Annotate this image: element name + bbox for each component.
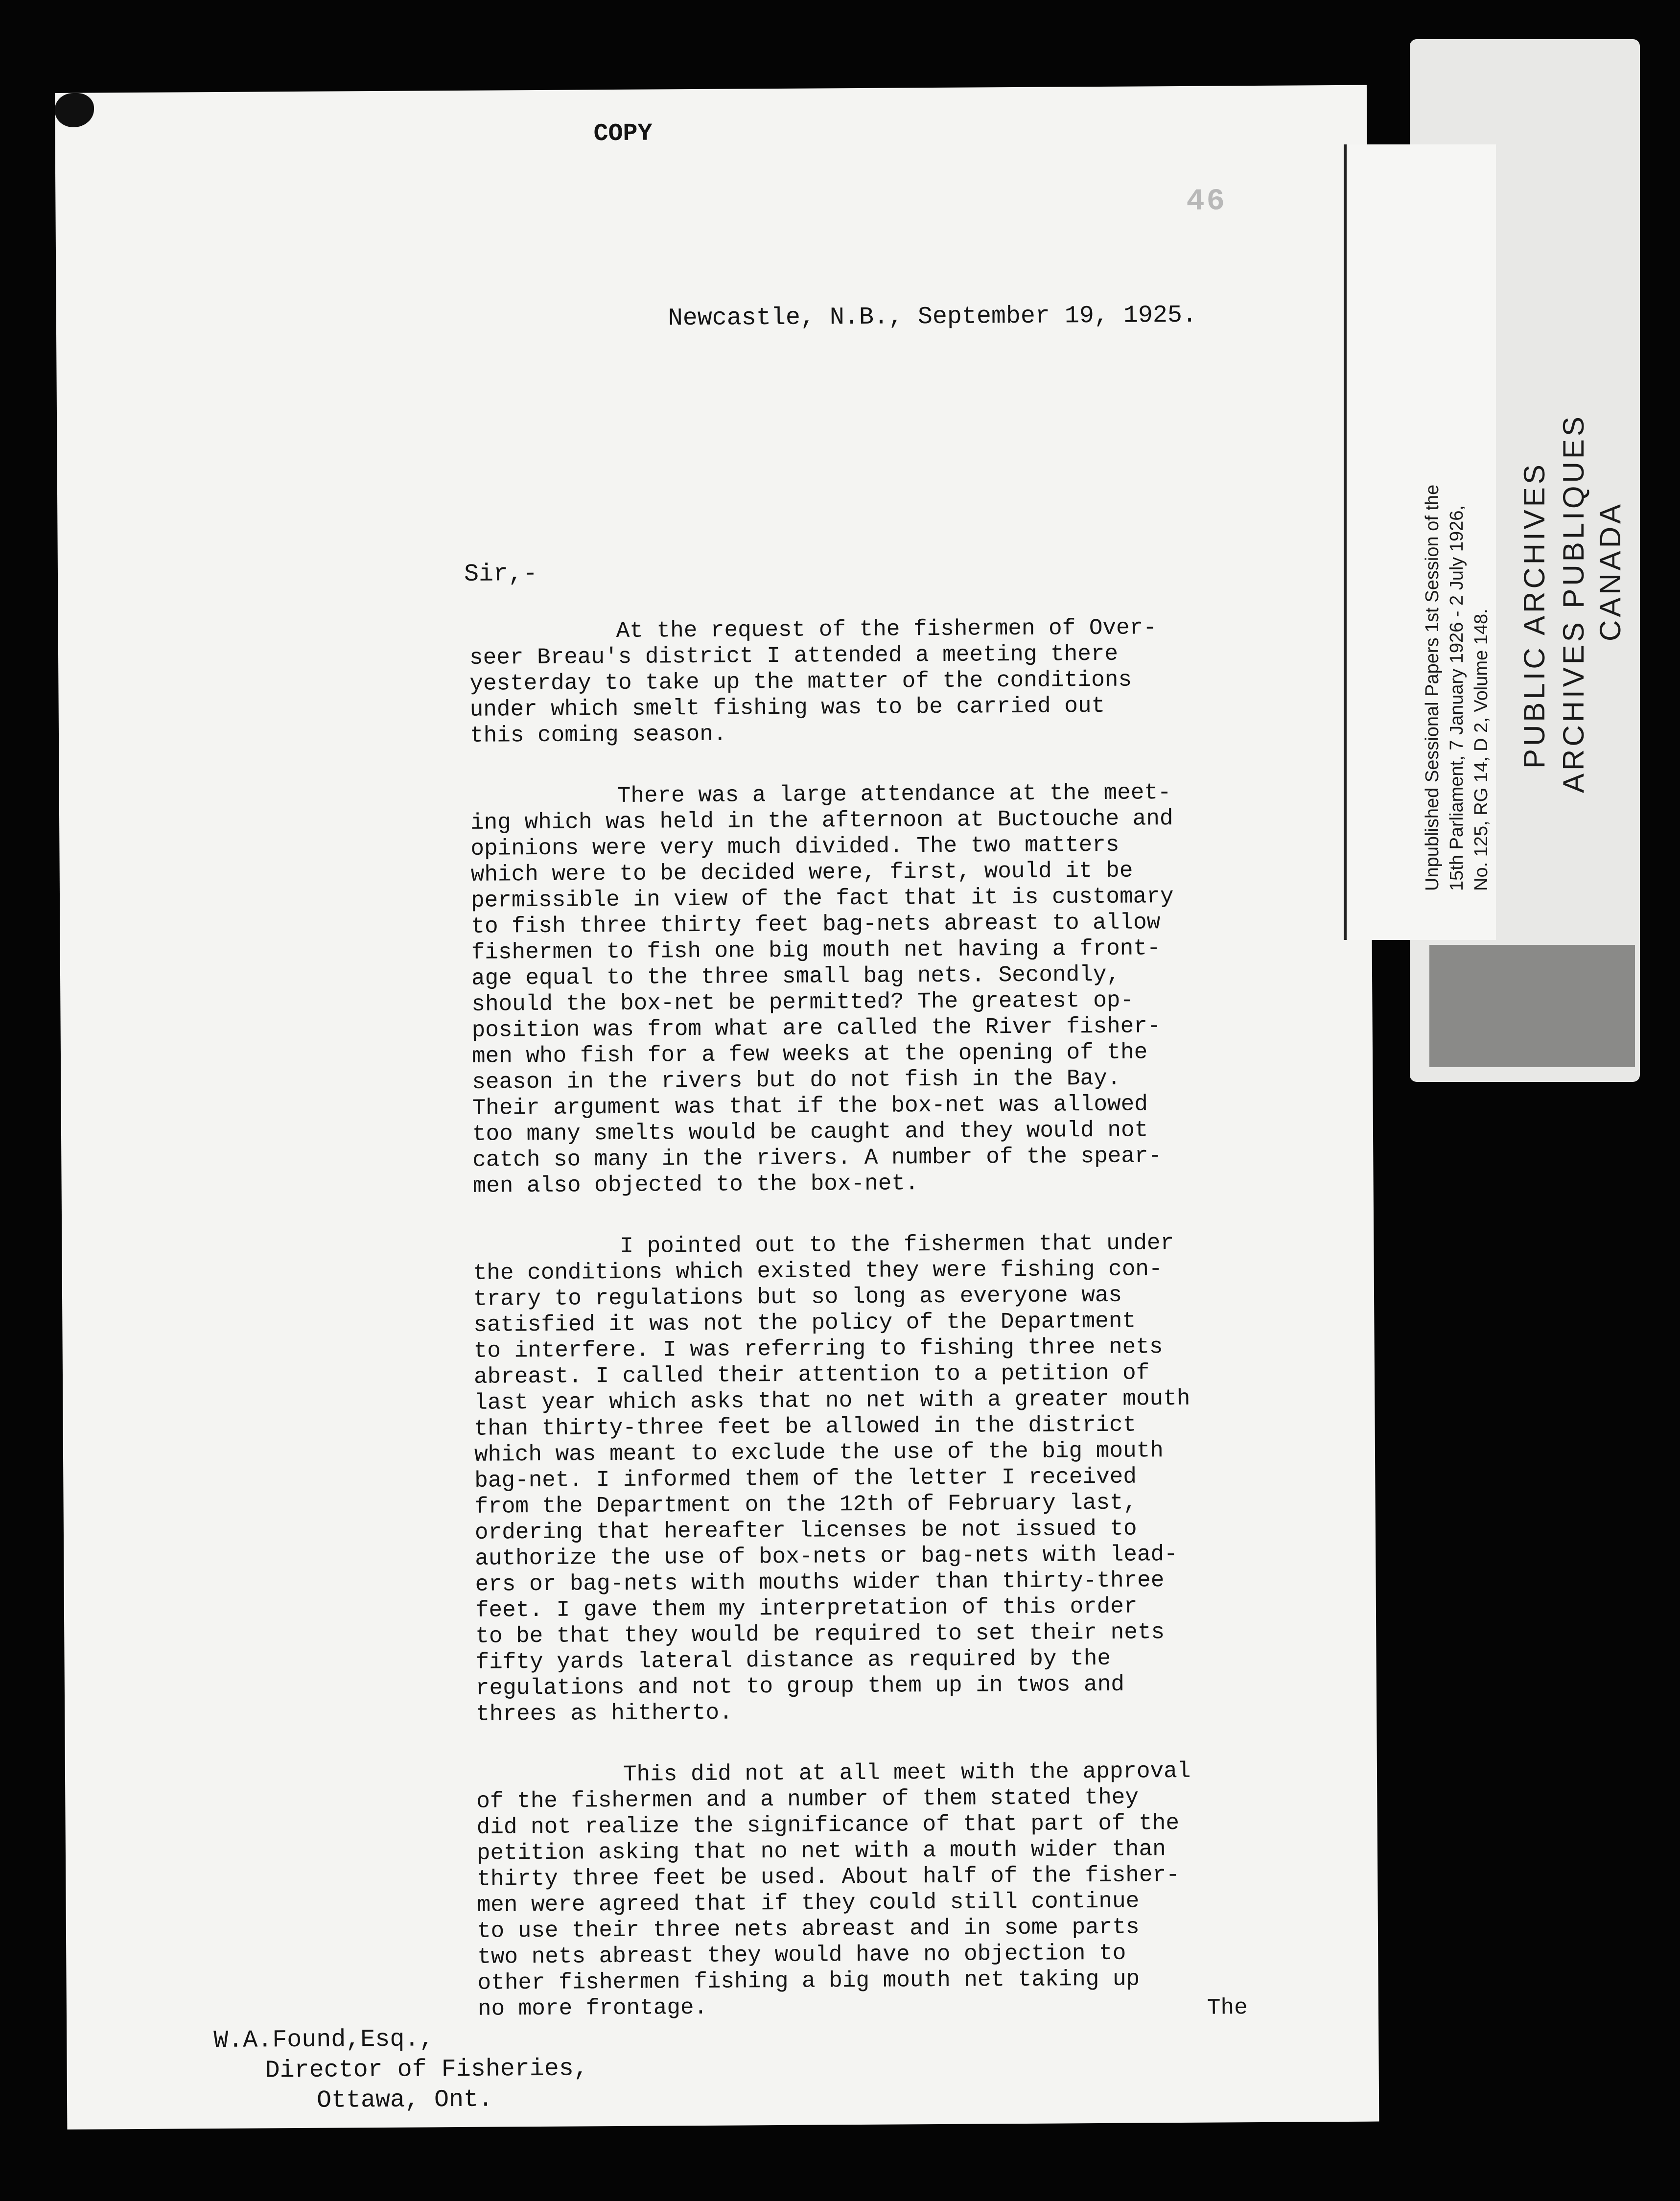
citation-line-2: 15th Parliament, 7 January 1926 - 2 July 1926, — [1447, 505, 1467, 891]
salutation: Sir,- — [464, 560, 538, 588]
paragraph-1: At the request of the fishermen of Over- seer Breau's district I attended a meeting there yesterday to take up the matter of the conditions under which smelt fishing was to be carried out this coming season. — [469, 615, 1157, 749]
paragraph-3: I pointed out to the fishermen that under the conditions which existed they were fishing con- trary to regulations but so long as everyone was satisfied it was not the policy of the Department to interfere. I was referring to fishing three nets abreast. I called their attention to a petition of last year which asks that no net with a greater mouth than thirty-three feet be allowed in the district which was meant to exclude the use of the big mouth bag-net. I informed them of the letter I received from the Department on the 12th of February last, ordering that hereafter licenses be not issued to authorize the use of box-nets or bag-nets with lead- ers or bag-nets with mouths wider than thirty-three feet. I gave them my interpretation of this order to be that they would be required to set their nets fifty yards lateral distance as required by the regulations and not to group them up in twos and threes as hitherto. — [473, 1230, 1190, 1727]
page-number: 46 — [1186, 184, 1227, 219]
letter-body — [469, 614, 1374, 2058]
archive-tab-clip — [1429, 945, 1635, 1067]
catchword: The — [1207, 1995, 1248, 2021]
recipient-location: Ottawa, Ont. — [316, 2085, 493, 2115]
archive-stamp-line-3: CANADA — [1594, 501, 1627, 641]
recipient-title: Director of Fisheries, — [265, 2055, 588, 2085]
recipient-name: W.A.Found,Esq., — [213, 2025, 434, 2055]
citation-line-1: Unpublished Sessional Papers 1st Session of the — [1422, 484, 1443, 891]
letter-page — [55, 85, 1379, 2130]
archive-stamp-line-1: PUBLIC ARCHIVES — [1518, 462, 1551, 769]
paragraph-2: There was a large attendance at the meet- ing which was held in the afternoon at Buctouche and opinions were very much divided. The two matters which were to be decided were, first, would it be permissible in view of the fact that it is customary to fish three thirty feet bag-nets abreast to allow fishermen to fish one big mouth net having a front- age equal to the three small bag nets. Secondly, should the box-net be permitted? The greatest op- position was from what are called the River fisher- men who fish for a few weeks at the opening of the season in the rivers but do not fish in the Bay. Their argument was that if the box-net was allowed too many smelts would be caught and they would not catch so many in the rivers. A number of the spear- men also objected to the box-net. — [470, 780, 1174, 1199]
copy-label: COPY — [593, 119, 653, 148]
citation-line-3: No. 125, RG 14, D 2, Volume 148. — [1471, 609, 1492, 891]
archive-stamp-line-2: ARCHIVES PUBLIQUES — [1557, 414, 1590, 793]
dateline: Newcastle, N.B., September 19, 1925. — [668, 301, 1197, 333]
paragraph-4: This did not at all meet with the approval of the fishermen and a number of them stated they did not realize the significance of that part of the petition asking that no net with a mouth wider than thirty three feet be used. About half of the fisher- men were agreed that if they could still continue to use their three nets abreast and in some parts two nets abreast they would have no objection to other fishermen fishing a big mouth net taking up no more frontage. — [476, 1758, 1191, 2022]
recipient-address — [213, 2023, 588, 2117]
